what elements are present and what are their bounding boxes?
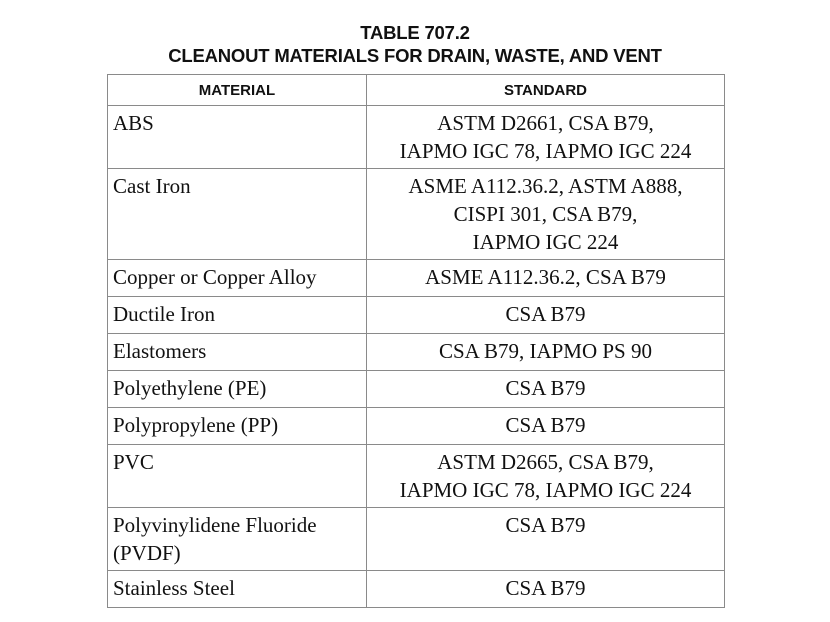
material-cell xyxy=(108,571,367,608)
standard-cell xyxy=(367,334,725,371)
standard-text: CSA B79 xyxy=(505,376,586,400)
standard-text: CSA B79 xyxy=(505,413,586,437)
standard-cell xyxy=(367,371,725,408)
standard-text: CISPI 301, CSA B79, xyxy=(453,202,638,226)
standard-cell xyxy=(367,169,725,260)
material-cell xyxy=(108,334,367,371)
standard-cell xyxy=(367,260,725,297)
standard-text: CSA B79 xyxy=(505,302,586,326)
material-text: Polyethylene (PE) xyxy=(113,376,267,400)
material-text: ABS xyxy=(113,111,154,135)
header-row xyxy=(108,75,725,106)
material-text: Polyvinylidene Fluoride xyxy=(113,513,317,537)
material-text: PVC xyxy=(113,450,154,474)
standard-text: IAPMO IGC 224 xyxy=(472,230,619,254)
header-material: MATERIAL xyxy=(108,75,367,106)
standard-cell xyxy=(367,445,725,508)
material-text: Elastomers xyxy=(113,339,207,363)
material-text: Polypropylene (PP) xyxy=(113,413,279,437)
table-number: TABLE 707.2 xyxy=(360,22,470,43)
table-row xyxy=(108,260,725,297)
material-cell xyxy=(108,508,367,571)
standard-text: CSA B79, IAPMO PS 90 xyxy=(439,339,652,363)
material-cell xyxy=(108,106,367,169)
material-text: Cast Iron xyxy=(113,174,191,198)
standard-cell xyxy=(367,508,725,571)
standard-cell xyxy=(367,571,725,608)
table-row xyxy=(108,445,725,508)
standard-text: ASTM D2665, CSA B79, xyxy=(437,450,654,474)
material-text: (PVDF) xyxy=(113,541,181,565)
standard-text: IAPMO IGC 78, IAPMO IGC 224 xyxy=(399,478,692,502)
table-row xyxy=(108,297,725,334)
table-row xyxy=(108,571,725,608)
standard-cell xyxy=(367,106,725,169)
material-text: Copper or Copper Alloy xyxy=(113,265,317,289)
standard-text: ASME A112.36.2, CSA B79 xyxy=(425,265,666,289)
table-caption: CLEANOUT MATERIALS FOR DRAIN, WASTE, AND VENT xyxy=(168,45,662,66)
standard-text: IAPMO IGC 78, IAPMO IGC 224 xyxy=(399,139,692,163)
material-cell xyxy=(108,371,367,408)
standard-text: ASTM D2661, CSA B79, xyxy=(437,111,654,135)
header-standard: STANDARD xyxy=(367,75,725,106)
standard-cell xyxy=(367,408,725,445)
table-row xyxy=(108,508,725,571)
table-row xyxy=(108,106,725,169)
material-cell xyxy=(108,408,367,445)
materials-table xyxy=(107,74,725,608)
material-text: Stainless Steel xyxy=(113,576,235,600)
standard-cell xyxy=(367,297,725,334)
table-row xyxy=(108,334,725,371)
material-text: Ductile Iron xyxy=(113,302,216,326)
material-cell xyxy=(108,260,367,297)
standard-text: CSA B79 xyxy=(505,576,586,600)
material-cell xyxy=(108,169,367,260)
table-title xyxy=(0,21,830,67)
material-cell xyxy=(108,297,367,334)
table-row xyxy=(108,371,725,408)
material-cell xyxy=(108,445,367,508)
standard-text: ASME A112.36.2, ASTM A888, xyxy=(408,174,683,198)
table-row xyxy=(108,169,725,260)
standard-text: CSA B79 xyxy=(505,513,586,537)
table-row xyxy=(108,408,725,445)
